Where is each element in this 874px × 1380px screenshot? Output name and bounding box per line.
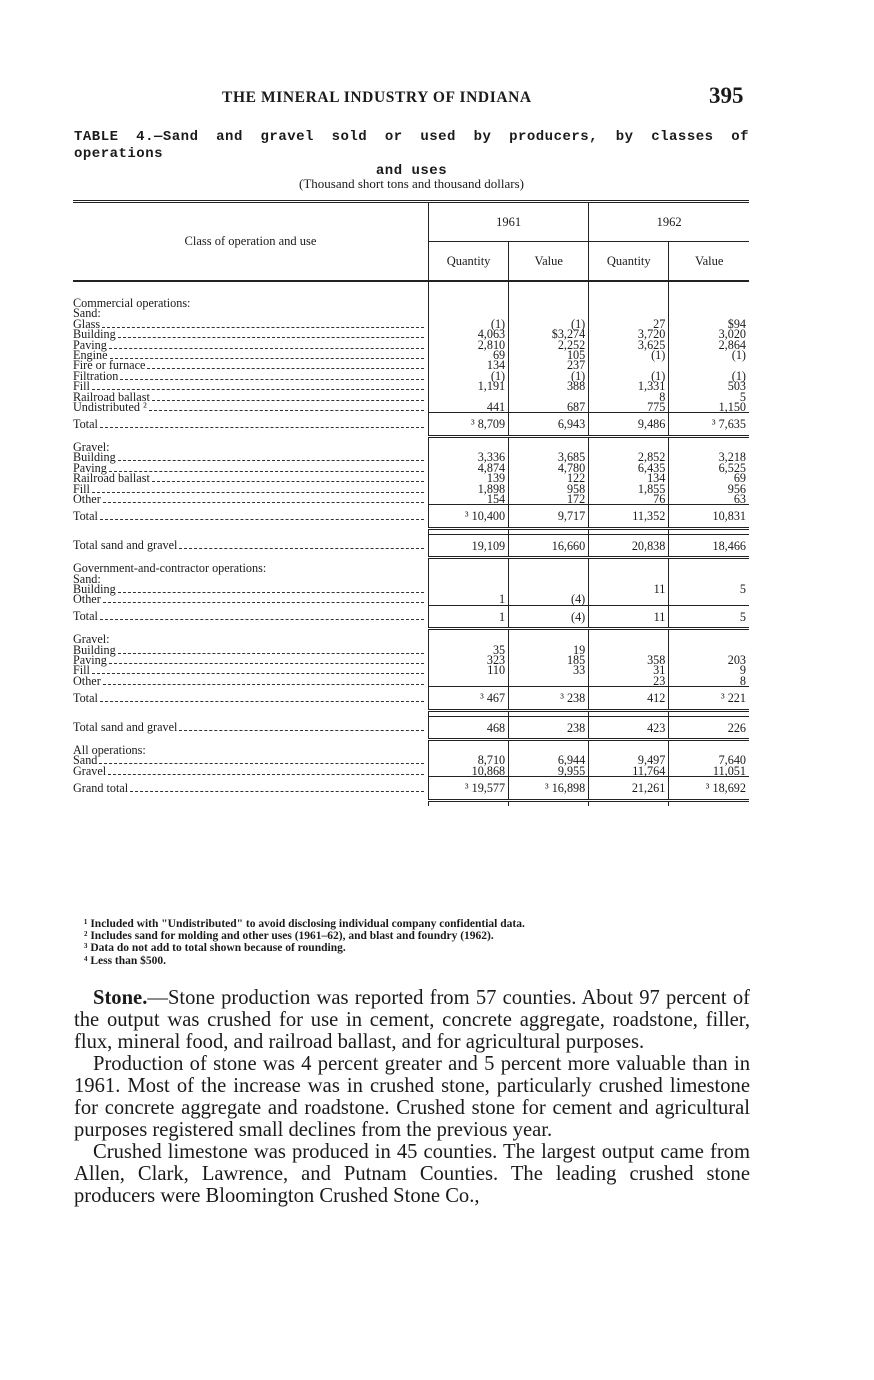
cell-q2 — [589, 594, 669, 605]
sand-gravel-table — [73, 200, 749, 806]
table-total-row — [73, 605, 749, 628]
cell-v1: 6,944 — [509, 755, 589, 765]
row-label — [73, 652, 429, 667]
cell-v2: 5 — [669, 584, 749, 594]
paragraph-1-text: —Stone production was reported from 57 counties. About 97 percent of the output was crushed for use in cement, concrete aggregate, roadstone, filler, flux, mineral food, and railroad ballast, and for agricultural purposes. — [74, 987, 750, 1053]
cell-q1: ³ 10,400 — [429, 505, 509, 528]
leader-dots — [118, 329, 424, 338]
footnote-4: ⁴ Less than $500. — [84, 954, 167, 967]
cell-q1: 4,063 — [429, 329, 509, 339]
cell-q1 — [429, 584, 509, 594]
cell-v1: 16,660 — [509, 534, 589, 557]
table-row — [73, 381, 749, 391]
cell-v1: ³ 16,898 — [509, 777, 589, 800]
row-label-text: Gravel: — [73, 632, 110, 647]
cell-v1 — [509, 563, 589, 573]
cell-v1: 9,717 — [509, 505, 589, 528]
paragraph-3: Crushed limestone was produced in 45 counties. The largest output came from Allen, Clark, Lawrence, and Putnam Counties. The leading crushed stone producers were Bloomington Crushed Stone Co., — [74, 1141, 750, 1207]
cell-q2: 9,486 — [589, 413, 669, 436]
row-label-text: Fill — [73, 379, 90, 394]
row-label-text: Other — [73, 491, 101, 506]
row-label-text: Fill — [73, 481, 90, 496]
row-label — [73, 581, 429, 596]
cell-v2: ³ 7,635 — [669, 413, 749, 436]
cell-q2: (1) — [589, 350, 669, 360]
cell-v1 — [509, 574, 589, 584]
cell-v1: 958 — [509, 484, 589, 494]
leader-dots — [92, 665, 424, 674]
cell-v2: ³ 221 — [669, 687, 749, 710]
row-label-text: All operations: — [73, 743, 146, 757]
cell-q2: 3,720 — [589, 329, 669, 339]
cell-q2: 423 — [589, 716, 669, 739]
leader-dots — [118, 452, 424, 461]
column-header-value-1962: Value — [669, 242, 749, 282]
cell-v2: ³ 18,692 — [669, 777, 749, 800]
cell-q1: 139 — [429, 473, 509, 483]
cell-v2 — [669, 574, 749, 584]
row-label-text: Railroad ballast — [73, 471, 150, 486]
cell-q1: 441 — [429, 402, 509, 413]
row-label — [73, 777, 429, 800]
table-total-row — [73, 716, 749, 739]
leader-dots — [108, 766, 424, 775]
cell-q2: 412 — [589, 687, 669, 710]
table-row — [73, 563, 749, 573]
row-label-text: Paving — [73, 460, 107, 475]
cell-q1 — [429, 574, 509, 584]
leader-dots — [103, 494, 424, 503]
cell-q2: 27 — [589, 319, 669, 329]
row-label-text: Grand total — [73, 780, 129, 795]
row-label-text: Other — [73, 673, 101, 688]
leader-dots — [179, 540, 424, 549]
table-row — [73, 484, 749, 494]
cell-v1: 388 — [509, 381, 589, 391]
row-label — [73, 663, 429, 678]
cell-q1: 468 — [429, 716, 509, 739]
cell-q2: 11 — [589, 605, 669, 628]
cell-v2 — [669, 634, 749, 644]
table-title-line-2: and uses — [375, 163, 448, 179]
cell-v2: 956 — [669, 484, 749, 494]
row-label-text: Building — [73, 327, 116, 342]
cell-q1: 154 — [429, 494, 509, 505]
row-label-text: Glass — [73, 316, 101, 331]
row-label-text: Total — [73, 609, 98, 624]
row-label — [73, 687, 429, 710]
row-label — [73, 450, 429, 465]
leader-dots — [110, 350, 424, 359]
table-row — [73, 676, 749, 687]
row-label — [73, 337, 429, 352]
row-label-text: Total — [73, 508, 98, 523]
leader-dots — [103, 594, 424, 603]
row-label — [73, 571, 429, 586]
row-label-text: Gravel — [73, 763, 107, 778]
cell-v2: 69 — [669, 473, 749, 483]
column-header-class: Class of operation and use — [73, 202, 429, 282]
row-label — [73, 534, 429, 557]
table-row — [73, 402, 749, 413]
cell-v1: 9,955 — [509, 766, 589, 777]
cell-v2: 1,150 — [669, 402, 749, 413]
table-title — [74, 129, 749, 180]
table-row — [73, 574, 749, 584]
cell-q1: 1 — [429, 605, 509, 628]
cell-v2: 7,640 — [669, 755, 749, 765]
cell-v2: 2,864 — [669, 340, 749, 350]
row-label-text: Sand: — [73, 571, 101, 586]
leader-dots — [149, 402, 424, 411]
cell-v1: 19 — [509, 645, 589, 655]
leader-dots — [92, 381, 424, 390]
leader-dots — [179, 722, 424, 731]
paragraph-stone — [74, 987, 750, 1053]
leader-dots — [102, 319, 424, 328]
body-text — [74, 987, 750, 1207]
column-header-1962: 1962 — [589, 202, 749, 242]
cell-v2: 226 — [669, 716, 749, 739]
cell-v1: 33 — [509, 665, 589, 675]
row-label-text: Commercial operations: — [73, 296, 191, 310]
leader-dots — [92, 484, 424, 493]
leader-dots — [99, 755, 424, 764]
cell-q2: 1,855 — [589, 484, 669, 494]
cell-v2 — [669, 594, 749, 605]
cell-q1: (1) — [429, 319, 509, 329]
cell-v2: 11,051 — [669, 766, 749, 777]
row-label — [73, 594, 429, 605]
table-total-row — [73, 505, 749, 528]
row-label-text: Fill — [73, 663, 90, 678]
cell-q2: 775 — [589, 402, 669, 413]
cell-q1: 19,109 — [429, 534, 509, 557]
cell-q2: (1) — [589, 371, 669, 381]
footnote-3: ³ Data do not add to total shown because of rounding. — [84, 942, 346, 955]
cell-q1: ³ 8,709 — [429, 413, 509, 436]
table-subtitle: (Thousand short tons and thousand dollars) — [299, 176, 524, 191]
cell-v2: 503 — [669, 381, 749, 391]
cell-q2 — [589, 298, 669, 308]
cell-v1: $3,274 — [509, 329, 589, 339]
cell-v1: (4) — [509, 605, 589, 628]
cell-v2: (1) — [669, 371, 749, 381]
leader-dots — [130, 783, 424, 792]
row-label — [73, 471, 429, 486]
row-label-text: Building — [73, 581, 116, 596]
row-label — [73, 632, 429, 647]
table-row — [73, 634, 749, 644]
cell-q1: 4,874 — [429, 463, 509, 473]
cell-v2: 203 — [669, 655, 749, 665]
row-label-text: Other — [73, 592, 101, 607]
cell-q2: 134 — [589, 473, 669, 483]
row-label — [73, 298, 429, 308]
cell-v2: 3,218 — [669, 452, 749, 462]
cell-v1: 3,685 — [509, 452, 589, 462]
cell-q2: 76 — [589, 494, 669, 505]
cell-q2: 21,261 — [589, 777, 669, 800]
cell-v2: 5 — [669, 392, 749, 402]
cell-q1: 35 — [429, 645, 509, 655]
table-total-row — [73, 413, 749, 436]
row-label — [73, 368, 429, 383]
row-label-text: Building — [73, 642, 116, 657]
row-label — [73, 763, 429, 778]
cell-q2: 11,764 — [589, 766, 669, 777]
cell-q2: 2,852 — [589, 452, 669, 462]
footnote-1: ¹ Included with "Undistributed" to avoid disclosing individual company confidential data. — [84, 918, 525, 930]
row-label — [73, 327, 429, 342]
row-label — [73, 481, 429, 496]
running-title: THE MINERAL INDUSTRY OF INDIANA — [222, 89, 532, 106]
leader-dots — [109, 463, 424, 472]
leader-dots — [147, 360, 424, 369]
table-total-row — [73, 777, 749, 800]
cell-v1: (1) — [509, 319, 589, 329]
footnote-2: ² Includes sand for molding and other uses (1961–62), and blast and foundry (1962). — [84, 930, 494, 943]
cell-v1 — [509, 676, 589, 687]
cell-q1 — [429, 563, 509, 573]
row-label — [73, 605, 429, 628]
row-label — [73, 673, 429, 688]
cell-q1: 323 — [429, 655, 509, 665]
row-label-text: Undistributed ² — [73, 400, 147, 415]
cell-v1: 122 — [509, 473, 589, 483]
row-label — [73, 358, 429, 373]
row-label-text: Total sand and gravel — [73, 538, 178, 553]
cell-q2: 11 — [589, 584, 669, 594]
table-body — [73, 281, 749, 806]
row-label — [73, 439, 429, 454]
cell-v1: 172 — [509, 494, 589, 505]
column-header-1961: 1961 — [429, 202, 589, 242]
cell-q1: 69 — [429, 350, 509, 360]
row-label — [73, 505, 429, 528]
leader-dots — [100, 511, 424, 520]
row-label — [73, 491, 429, 506]
cell-q2: 3,625 — [589, 340, 669, 350]
row-label — [73, 413, 429, 436]
cell-q1: (1) — [429, 371, 509, 381]
cell-q2: 358 — [589, 655, 669, 665]
cell-v2: 18,466 — [669, 534, 749, 557]
row-label — [73, 316, 429, 331]
table-row — [73, 655, 749, 665]
cell-q1: 2,810 — [429, 340, 509, 350]
cell-v2: (1) — [669, 350, 749, 360]
cell-q2: 9,497 — [589, 755, 669, 765]
leader-dots — [103, 676, 424, 685]
row-label-text: Total sand and gravel — [73, 720, 178, 735]
cell-q2: 31 — [589, 665, 669, 675]
cell-q1: 8,710 — [429, 755, 509, 765]
cell-v1: (1) — [509, 371, 589, 381]
table-row — [73, 494, 749, 505]
row-label-text: Paving — [73, 337, 107, 352]
cell-q1: ³ 19,577 — [429, 777, 509, 800]
leader-dots — [100, 693, 424, 702]
cell-v2 — [669, 298, 749, 308]
cell-q1: 134 — [429, 360, 509, 370]
cell-q1: 110 — [429, 665, 509, 675]
row-label-text: Engine — [73, 348, 108, 363]
run-in-heading: Stone. — [93, 987, 148, 1009]
cell-q2 — [589, 563, 669, 573]
row-label-text: Railroad ballast — [73, 389, 150, 404]
table-footnotes — [84, 918, 525, 967]
cell-q2: 11,352 — [589, 505, 669, 528]
cell-q2: 6,435 — [589, 463, 669, 473]
paragraph-2: Production of stone was 4 percent greater and 5 percent more valuable than in 1961. Most of the increase was in crushed stone, particularly crushed limestone for concrete aggregate and roadstone. Crushed stone for cement and agricultural purposes registered small declines from the previous year. — [74, 1053, 750, 1141]
table-row — [73, 340, 749, 350]
cell-q1: 10,868 — [429, 766, 509, 777]
table-total-row — [73, 687, 749, 710]
cell-q2: 23 — [589, 676, 669, 687]
leader-dots — [118, 645, 424, 654]
cell-v1: 4,780 — [509, 463, 589, 473]
page-number: 395 — [709, 83, 744, 108]
row-label-text: Total — [73, 690, 98, 705]
cell-v1 — [509, 298, 589, 308]
row-label — [73, 745, 429, 755]
cell-v2: 3,020 — [669, 329, 749, 339]
cell-v2: 6,525 — [669, 463, 749, 473]
cell-v1: 237 — [509, 360, 589, 370]
row-label-text: Sand — [73, 753, 98, 768]
row-label-text: Paving — [73, 652, 107, 667]
row-label-text: Building — [73, 450, 116, 465]
cell-q1 — [429, 676, 509, 687]
cell-v2: 8 — [669, 676, 749, 687]
row-label-text: Gravel: — [73, 439, 110, 454]
cell-q1: 1,191 — [429, 381, 509, 391]
leader-dots — [120, 371, 424, 380]
cell-v1: (4) — [509, 594, 589, 605]
row-label-text: Sand: — [73, 306, 101, 321]
cell-v2: $94 — [669, 319, 749, 329]
cell-v2: 63 — [669, 494, 749, 505]
row-label — [73, 716, 429, 739]
column-header-quantity-1961: Quantity — [429, 242, 509, 282]
leader-dots — [109, 340, 424, 349]
cell-q1: ³ 467 — [429, 687, 509, 710]
row-label — [73, 402, 429, 413]
table-row — [73, 594, 749, 605]
cell-q1: 1 — [429, 594, 509, 605]
row-label-text: Filtration — [73, 368, 119, 383]
cell-q2: 1,331 — [589, 381, 669, 391]
row-label-text: Total — [73, 416, 98, 431]
table-row — [73, 584, 749, 594]
table-row — [73, 298, 749, 308]
leader-dots — [152, 473, 424, 482]
cell-q1 — [429, 298, 509, 308]
leader-dots — [152, 392, 424, 401]
cell-v1: 6,943 — [509, 413, 589, 436]
leader-dots — [118, 584, 424, 593]
row-label — [73, 561, 429, 576]
cell-v2: 9 — [669, 665, 749, 675]
table-total-row — [73, 534, 749, 557]
leader-dots — [100, 419, 424, 428]
cell-v1: 185 — [509, 655, 589, 665]
cell-q2: 8 — [589, 392, 669, 402]
cell-v2: 10,831 — [669, 505, 749, 528]
row-label — [73, 642, 429, 657]
table-row — [73, 360, 749, 370]
row-label-text: Government-and-contractor operations: — [73, 561, 267, 576]
cell-v1: 105 — [509, 350, 589, 360]
cell-q2: 20,838 — [589, 534, 669, 557]
cell-v2: 5 — [669, 605, 749, 628]
cell-v1: 238 — [509, 716, 589, 739]
row-label-text: Fire or furnace — [73, 358, 146, 373]
row-label — [73, 753, 429, 768]
running-head — [0, 83, 874, 113]
column-header-quantity-1962: Quantity — [589, 242, 669, 282]
leader-dots — [100, 611, 424, 620]
cell-q1: 1,898 — [429, 484, 509, 494]
cell-v1: 2,252 — [509, 340, 589, 350]
leader-dots — [109, 655, 424, 664]
cell-v2 — [669, 563, 749, 573]
cell-q1: 3,336 — [429, 452, 509, 462]
table-row — [73, 766, 749, 777]
column-header-value-1961: Value — [509, 242, 589, 282]
cell-v1: ³ 238 — [509, 687, 589, 710]
cell-v1: 687 — [509, 402, 589, 413]
table-title-line-1: TABLE 4.—Sand and gravel sold or used by producers, by classes of operations — [74, 129, 749, 162]
cell-q2 — [589, 634, 669, 644]
